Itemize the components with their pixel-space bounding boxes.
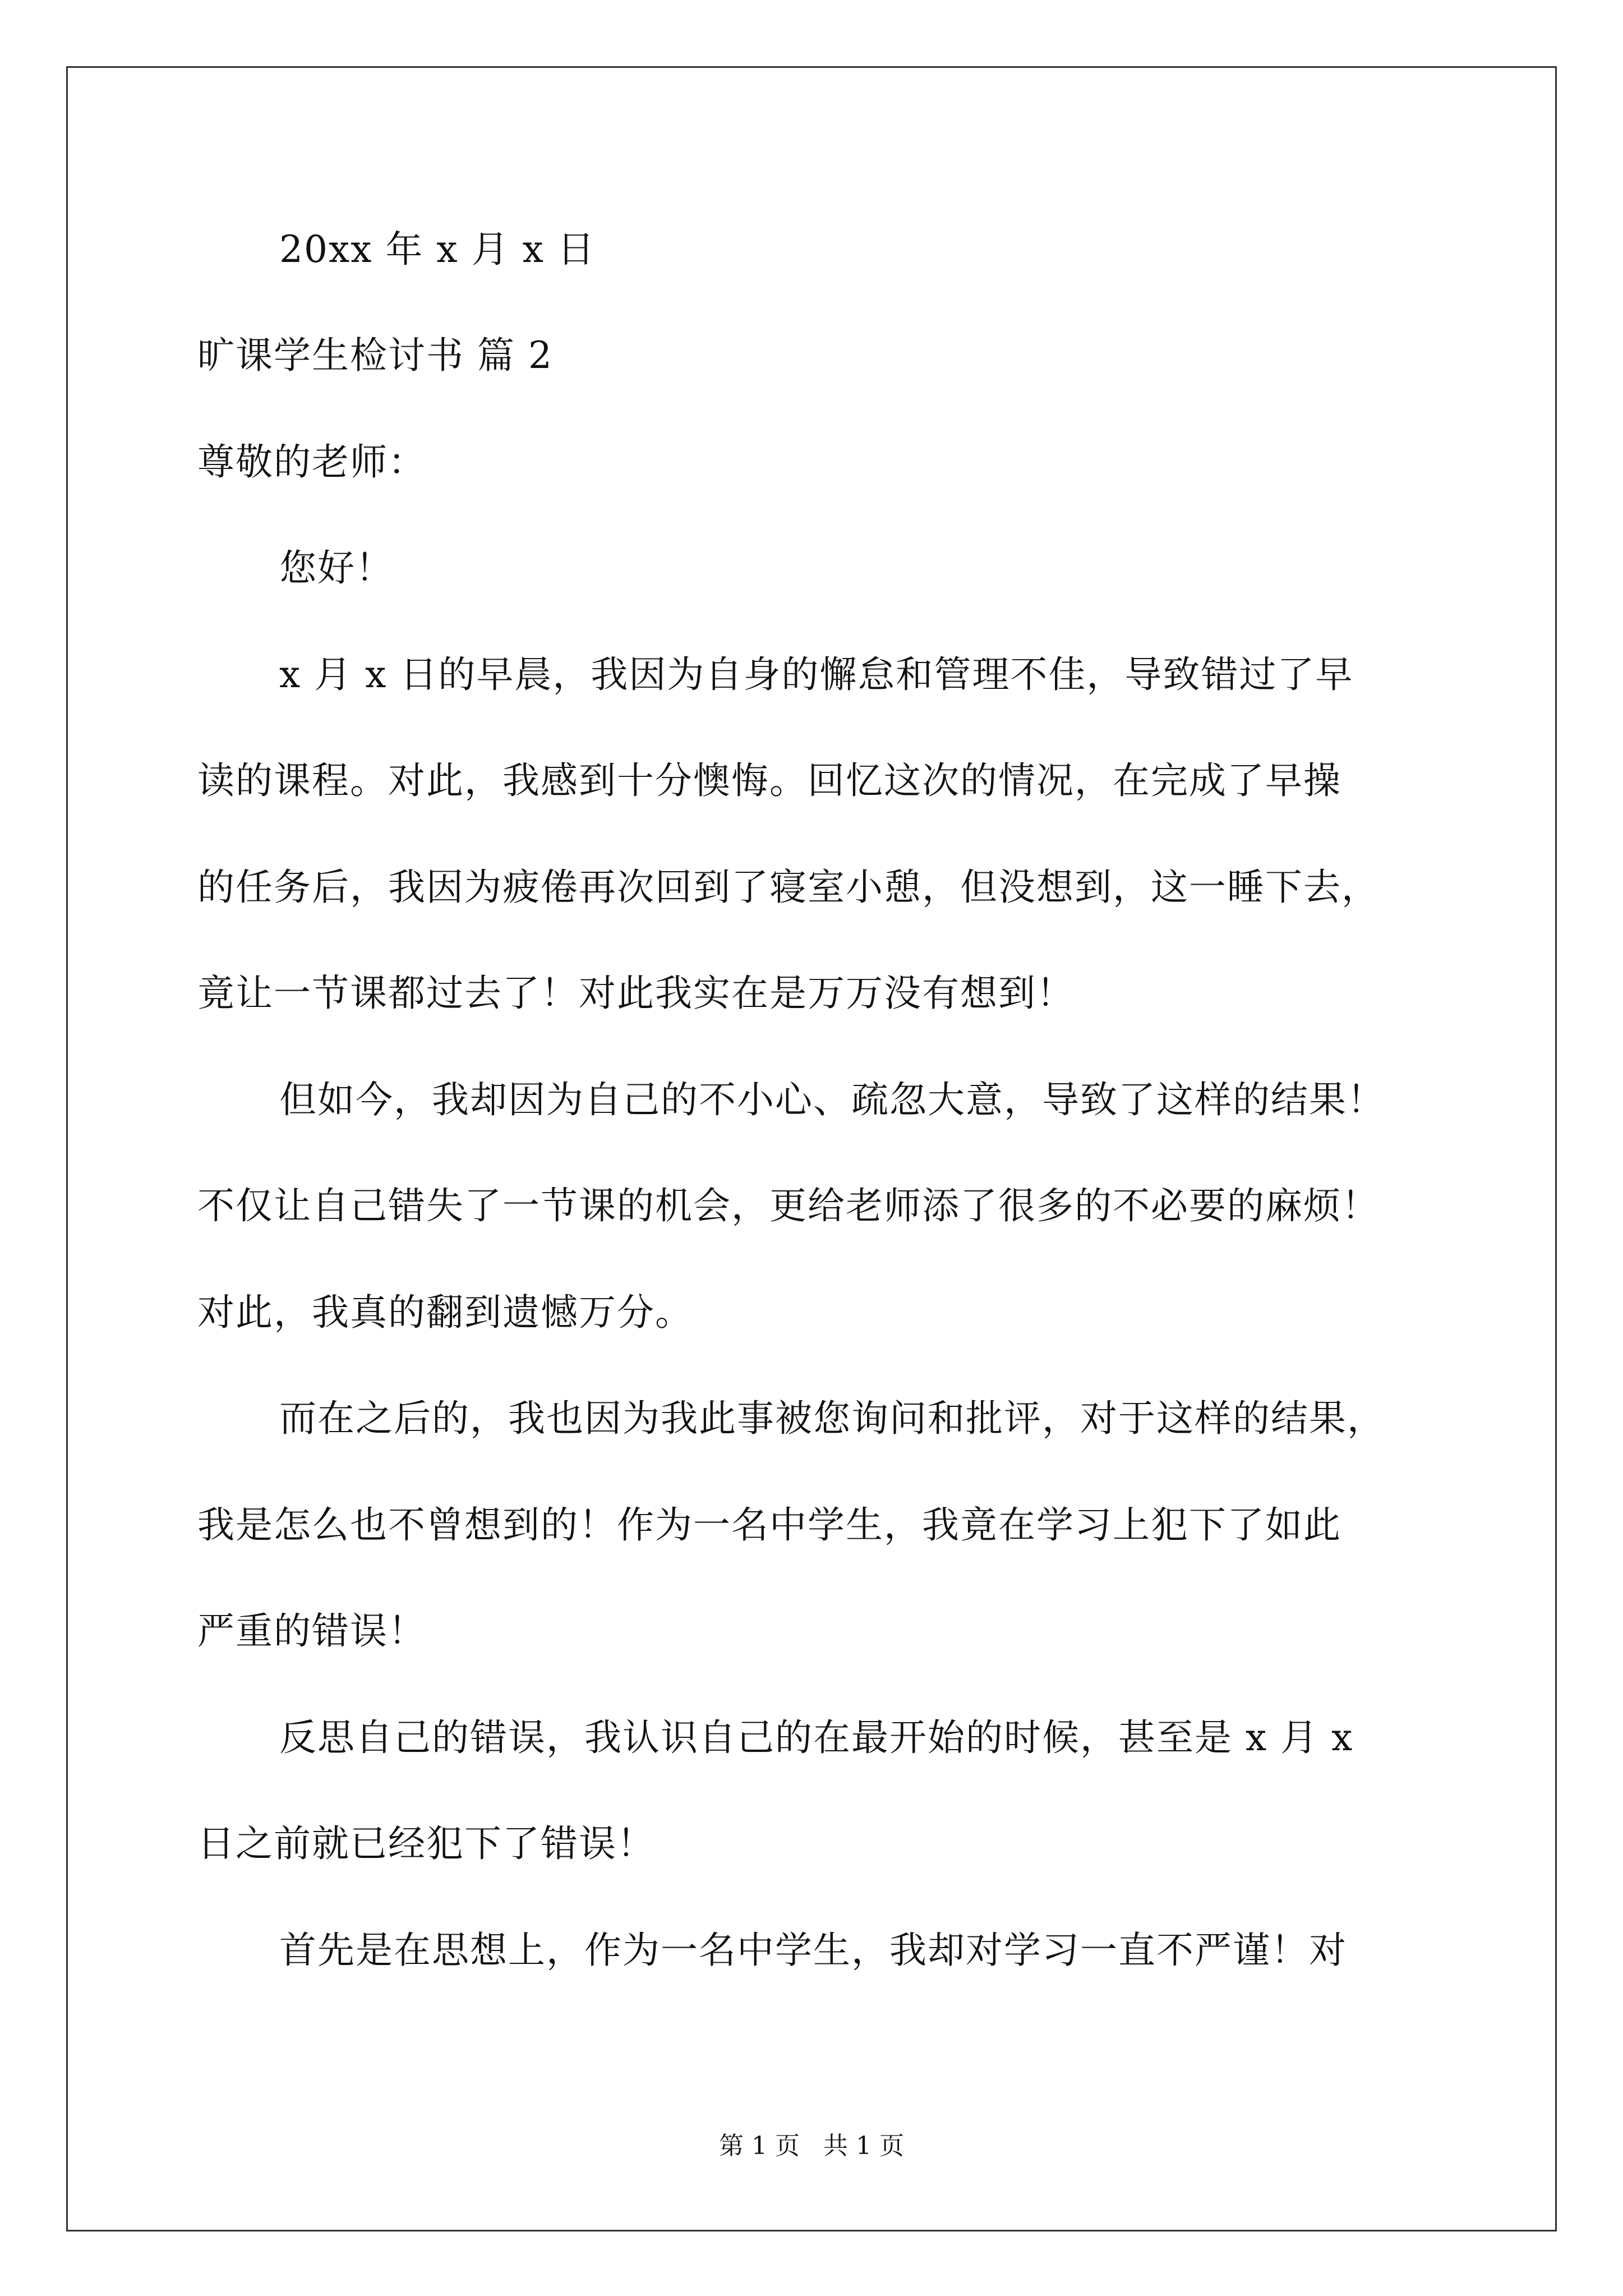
paragraph-3-line-3: 严重的错误！ bbox=[197, 1609, 426, 1653]
page-footer: 第 1 页 共 1 页 bbox=[719, 2132, 904, 2160]
paragraph-1-line-2: 读的课程。对此，我感到十分懊悔。回忆这次的情况，在完成了早操 bbox=[197, 759, 1341, 802]
paragraph-3-line-1: 而在之后的，我也因为我此事被您询问和批评，对于这样的结果， bbox=[279, 1397, 1385, 1440]
paragraph-1-line-3: 的任务后，我因为疲倦再次回到了寝室小憩，但没想到，这一睡下去， bbox=[197, 866, 1380, 909]
paragraph-1-line-1: x 月 x 日的早晨，我因为自身的懈怠和管理不佳，导致错过了早 bbox=[279, 653, 1354, 696]
page-border bbox=[66, 66, 1557, 2231]
salutation: 尊敬的老师： bbox=[197, 440, 426, 484]
paragraph-3-line-2: 我是怎么也不曾想到的！作为一名中学生，我竟在学习上犯下了如此 bbox=[197, 1503, 1341, 1547]
paragraph-4-line-1: 反思自己的错误，我认识自己的在最开始的时候，甚至是 x 月 x bbox=[279, 1716, 1354, 1759]
paragraph-4-line-2: 日之前就已经犯下了错误！ bbox=[197, 1822, 655, 1865]
paragraph-2-line-1: 但如今，我却因为自己的不小心、疏忽大意，导致了这样的结果！ bbox=[279, 1078, 1385, 1121]
greeting: 您好！ bbox=[279, 546, 394, 590]
paragraph-2-line-2: 不仅让自己错失了一节课的机会，更给老师添了很多的不必要的麻烦！ bbox=[197, 1184, 1380, 1227]
paragraph-5-line-1: 首先是在思想上，作为一名中学生，我却对学习一直不严谨！对 bbox=[279, 1929, 1347, 1972]
paragraph-1-line-4: 竟让一节课都过去了！对此我实在是万万没有想到！ bbox=[197, 972, 1075, 1015]
paragraph-2-line-3: 对此，我真的翻到遗憾万分。 bbox=[197, 1291, 693, 1334]
document-title: 旷课学生检讨书 篇 2 bbox=[197, 334, 553, 377]
date-line: 20xx 年 x 月 x 日 bbox=[279, 228, 596, 271]
